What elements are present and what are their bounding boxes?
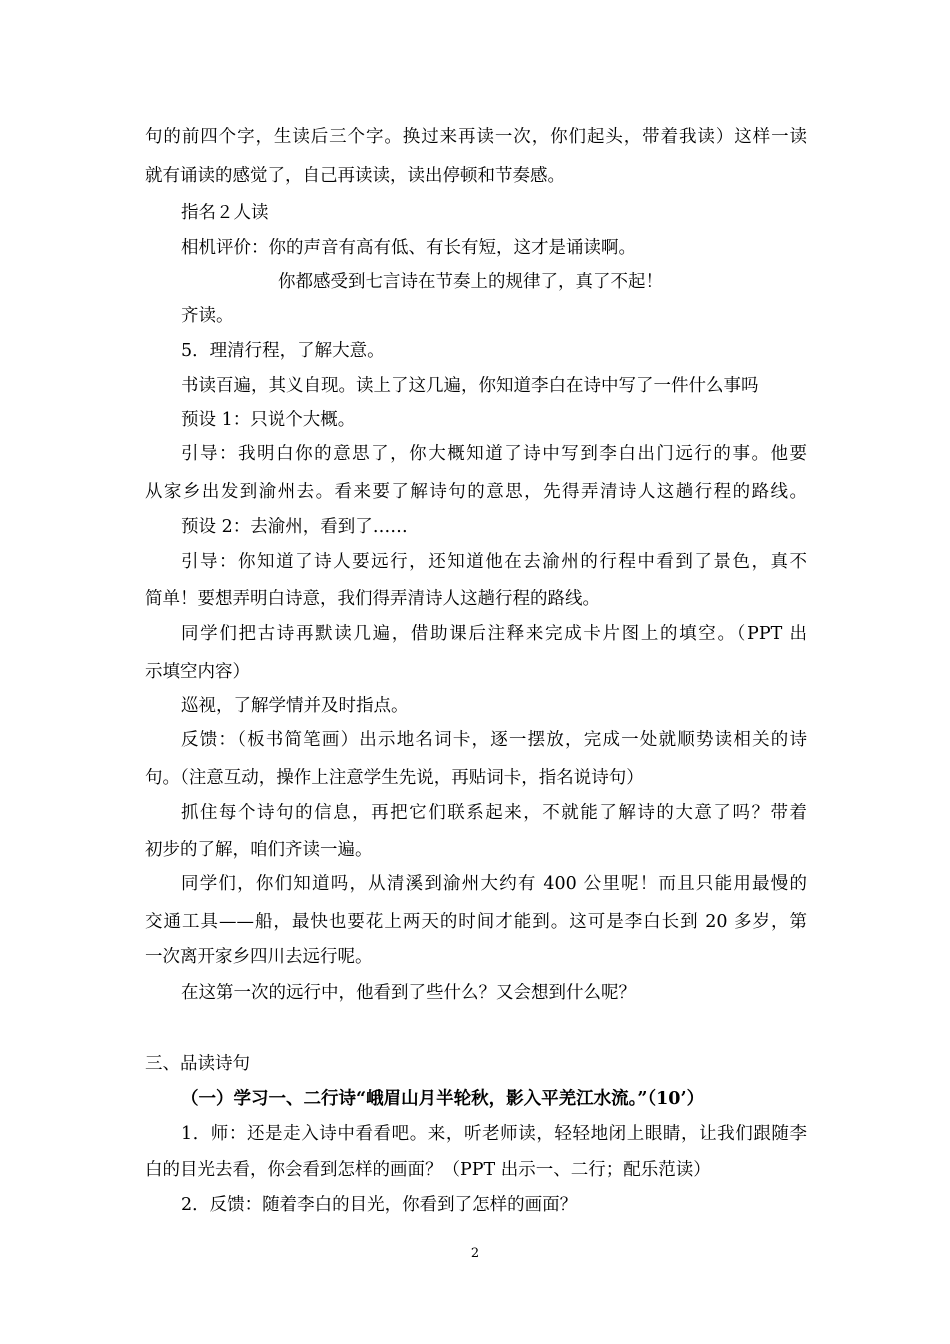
text-line: 预设 2：去渝州，看到了…… bbox=[181, 517, 408, 537]
page-number: 2 bbox=[470, 1246, 480, 1261]
text-line: 句的前四个字，生读后三个字。换过来再读一次，你们起头，带着我读）这样一读 bbox=[145, 127, 807, 147]
text-line: 巡视，了解学情并及时指点。 bbox=[181, 696, 409, 716]
text-line: 白的目光去看，你会看到怎样的画面？（PPT 出示一、二行；配乐范读） bbox=[145, 1160, 711, 1180]
text-line: 你都感受到七言诗在节奏上的规律了，真了不起！ bbox=[278, 272, 663, 292]
text-line: 同学们，你们知道吗，从清溪到渝州大约有 400 公里呢！而且只能用最慢的 bbox=[181, 874, 807, 894]
text-line: 反馈：（板书简笔画）出示地名词卡，逐一摆放，完成一处就顺势读相关的诗 bbox=[181, 730, 807, 750]
text-line: 从家乡出发到渝州去。看来要了解诗句的意思，先得弄清诗人这趟行程的路线。 bbox=[145, 482, 807, 502]
text-line: 抓住每个诗句的信息，再把它们联系起来，不就能了解诗的大意了吗？带着 bbox=[181, 803, 807, 823]
text-line: 同学们把古诗再默读几遍，借助课后注释来完成卡片图上的填空。（PPT 出 bbox=[181, 624, 807, 644]
text-line: 示填空内容） bbox=[145, 662, 250, 682]
text-line: 引导：你知道了诗人要远行，还知道他在去渝州的行程中看到了景色，真不 bbox=[181, 552, 807, 572]
text-line: 指名２人读 bbox=[181, 203, 269, 223]
subsection-heading: （一）学习一、二行诗“峨眉山月半轮秋，影入平羌江水流。”（10’） bbox=[181, 1089, 705, 1109]
text-line: 引导：我明白你的意思了，你大概知道了诗中写到李白出门远行的事。他要 bbox=[181, 444, 807, 464]
text-line: 1．师：还是走入诗中看看吧。来，听老师读，轻轻地闭上眼睛，让我们跟随李 bbox=[181, 1124, 807, 1144]
text-line: 相机评价：你的声音有高有低、有长有短，这才是诵读啊。 bbox=[181, 238, 636, 258]
text-line: 初步的了解，咱们齐读一遍。 bbox=[145, 840, 373, 860]
text-line: 句。（注意互动，操作上注意学生先说，再贴词卡，指名说诗句） bbox=[145, 768, 644, 788]
text-line: 预设 1：只说个大概。 bbox=[181, 410, 356, 430]
text-line: 2．反馈：随着李白的目光，你看到了怎样的画面？ bbox=[181, 1195, 578, 1215]
section-heading: 三、品读诗句 bbox=[145, 1054, 250, 1074]
text-line: 在这第一次的远行中，他看到了些什么？又会想到什么呢？ bbox=[181, 983, 636, 1003]
text-line: 简单！要想弄明白诗意，我们得弄清诗人这趟行程的路线。 bbox=[145, 589, 600, 609]
section-heading: 5．理清行程，了解大意。 bbox=[181, 341, 385, 361]
text-line: 一次离开家乡四川去远行呢。 bbox=[145, 947, 373, 967]
text-line: 交通工具——船，最快也要花上两天的时间才能到。这可是李白长到 20 多岁，第 bbox=[145, 912, 807, 932]
text-line: 齐读。 bbox=[181, 306, 234, 326]
text-line: 就有诵读的感觉了，自己再读读，读出停顿和节奏感。 bbox=[145, 166, 565, 186]
text-line: 书读百遍，其义自现。读上了这几遍，你知道李白在诗中写了一件什么事吗 bbox=[181, 376, 759, 396]
